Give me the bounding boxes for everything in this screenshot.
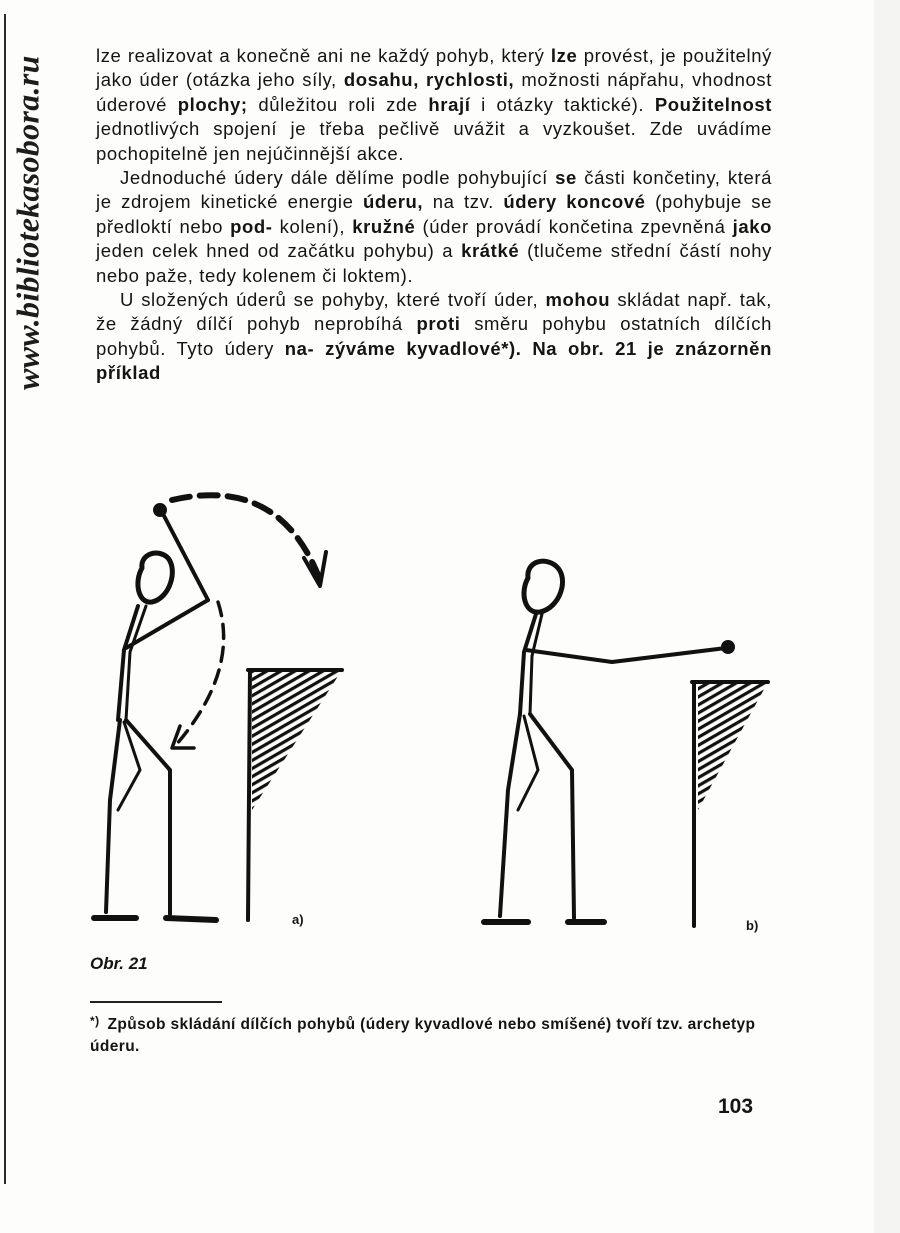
bold-text-run: plochy; (177, 93, 248, 115)
bold-text-run: mohou (545, 289, 611, 311)
bold-text-run: lze (550, 45, 578, 66)
scan-right-edge (874, 0, 900, 1233)
bold-text-run: zýváme (325, 337, 396, 359)
text-run: směru pohybu ostatních dílčích pohybů. Tyto údery (96, 313, 772, 359)
text-run: kolení), (272, 215, 353, 237)
text-run (314, 338, 325, 359)
text-run: na tzv. (423, 191, 504, 213)
bold-text-run: kružné (352, 215, 416, 237)
head-a (138, 553, 172, 602)
text-run: U složených úderů se pohyby, které tvoří úder, (120, 289, 546, 311)
text-run: lze realizovat a konečně ani ne každý pohyb, který (96, 45, 551, 66)
paragraph-3 (96, 288, 772, 386)
swing-arrow-top (172, 495, 320, 580)
bold-text-run: jako (732, 215, 772, 237)
bold-text-run: Použitelnost (654, 93, 772, 115)
bold-text-run: údery koncové (503, 191, 646, 213)
bold-text-run: pod- (230, 215, 273, 237)
head-b (524, 561, 563, 612)
bold-text-run: proti (416, 313, 461, 335)
swing-arrow-down (176, 602, 224, 745)
fist-a (153, 503, 167, 517)
body-text (96, 44, 772, 386)
target-hatch-b (698, 682, 768, 812)
footnote (90, 1014, 770, 1058)
bold-text-run: se (555, 167, 577, 189)
fist-b (721, 640, 735, 654)
text-run: provést, je použitelný jako úder (otázka jeho síly, (96, 45, 772, 91)
text-run: jeden celek hned od začátku pohybu) a (96, 240, 462, 262)
bold-text-run: *). Na obr. 21 je znázorněn příklad (96, 337, 772, 384)
target-hatch-a (252, 670, 342, 810)
footnote-marker: *) (90, 1014, 100, 1028)
text-run (419, 69, 426, 90)
bold-text-run: hrají (428, 93, 471, 115)
watermark: www.bibliotekasobora.ru (9, 55, 46, 391)
figure-caption: Obr. 21 (90, 954, 148, 973)
page-number: 103 (718, 1095, 754, 1118)
text-run: Jednoduché údery dále dělíme podle pohybující (120, 167, 556, 189)
bold-text-run: rychlosti, (426, 69, 515, 91)
bold-text-run: úderu, (363, 191, 424, 213)
text-run (396, 338, 407, 359)
text-run: části končetiny, která je zdrojem kinetické energie (96, 167, 772, 213)
bold-text-run: krátké (461, 240, 520, 262)
text-run: možnosti nápřahu, vhodnost úderové (96, 69, 772, 115)
bold-text-run: kyvadlové (406, 337, 502, 359)
text-run: jednotlivých spojení je třeba pečlivě uvážit a vyzkoušet. Zde uvádíme pochopitelně jen nejúčinnější akce. (96, 118, 772, 164)
footnote-separator (90, 1001, 222, 1003)
figure-label-a: a) (292, 912, 304, 927)
figure-label-b: b) (746, 918, 759, 933)
bold-text-run: dosahu, (343, 69, 419, 91)
figure-21-illustration (80, 470, 800, 940)
text-run: důležitou roli zde (247, 93, 429, 115)
text-run: (pohybuje se předloktí nebo (96, 191, 772, 237)
text-run: (tlučeme střední částí nohy nebo paže, tedy kolenem či loktem). (96, 240, 772, 286)
text-run: (úder provádí končetina zpevněná (415, 215, 733, 237)
text-run: i otázky taktické). (470, 93, 655, 115)
paragraph-2 (96, 166, 772, 288)
footnote-text: Způsob skládání dílčích pohybů (údery kyvadlové nebo smíšené) tvoří tzv. archetyp úderu. (90, 1016, 756, 1055)
text-run: skládat např. tak, že žádný dílčí pohyb neprobíhá (96, 289, 772, 335)
paragraph-1 (96, 44, 772, 166)
bold-text-run: na- (284, 337, 315, 359)
